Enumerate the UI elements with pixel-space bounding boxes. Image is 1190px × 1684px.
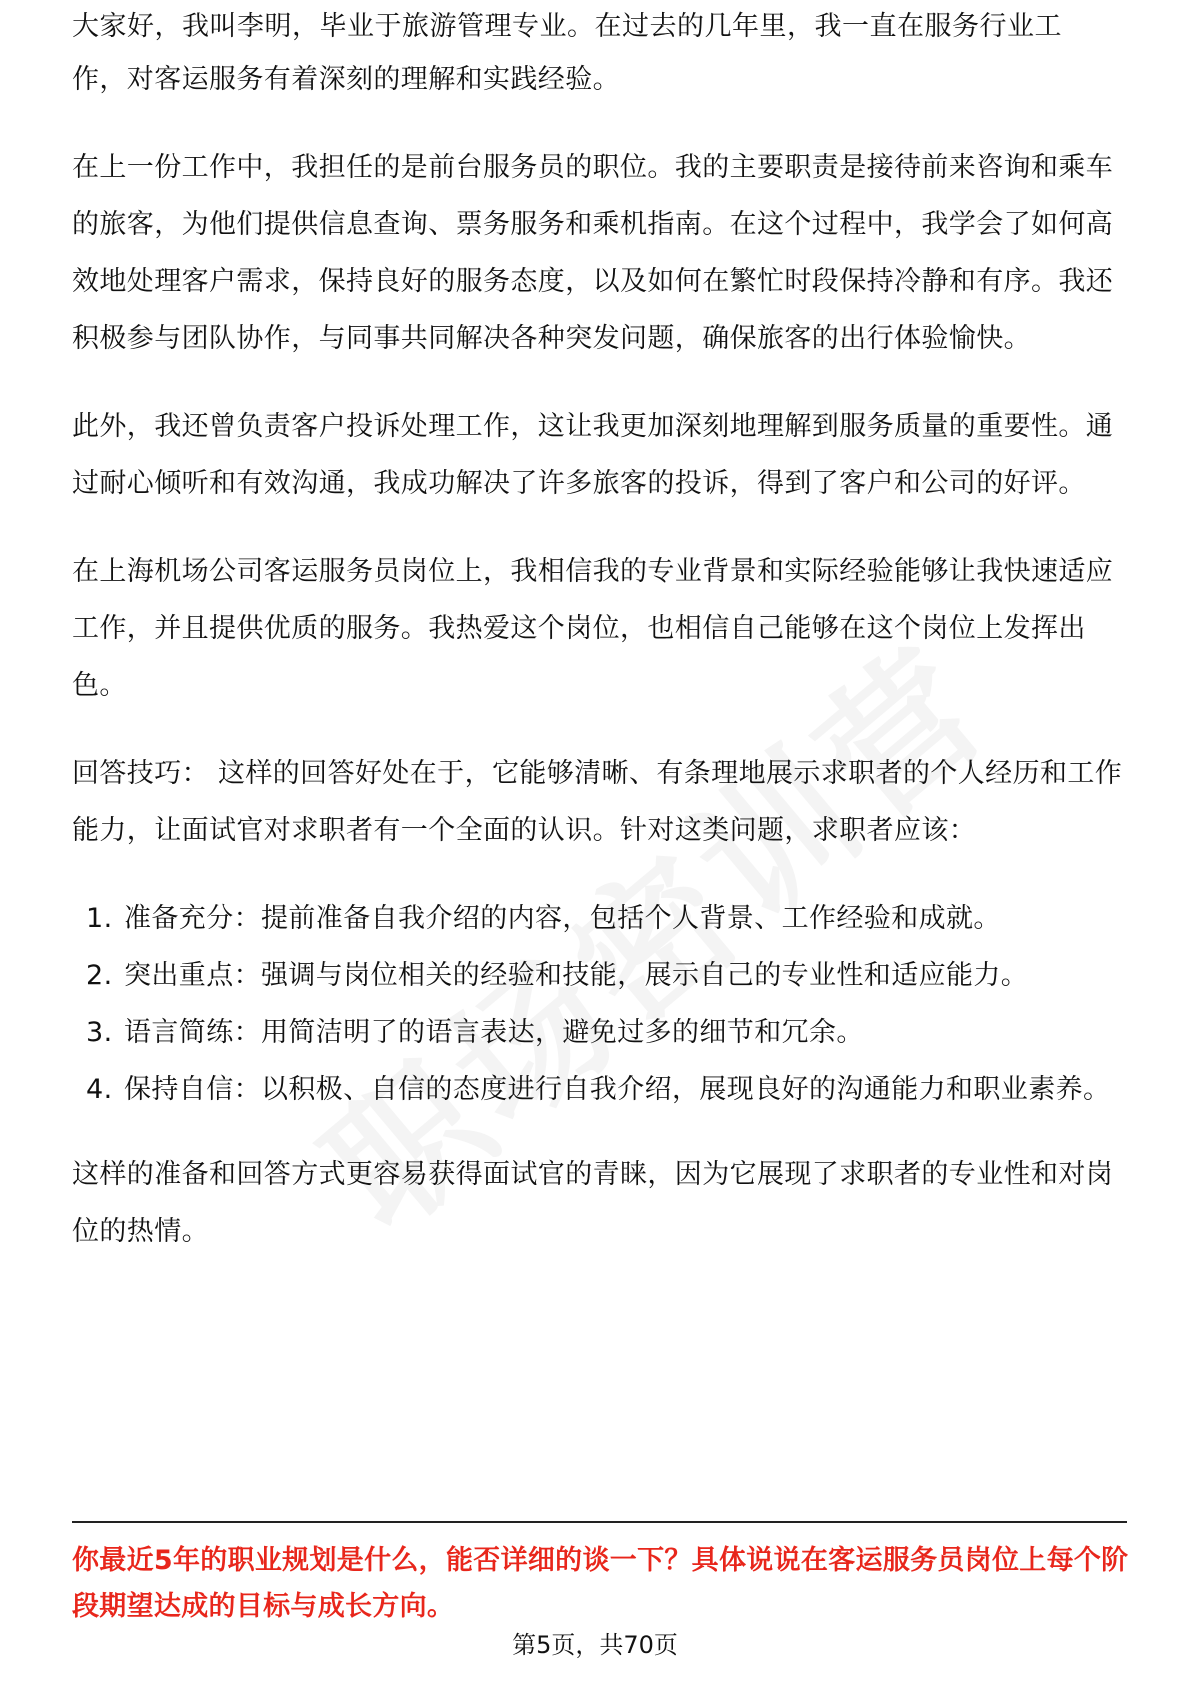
section-divider [72,1521,1127,1523]
list-number: 4. [86,1074,113,1105]
list-number: 3. [86,1017,113,1048]
paragraph-closing: 这样的准备和回答方式更容易获得面试官的青睐，因为它展现了求职者的专业性和对岗位的热情。 [72,1159,1114,1247]
next-question-heading: 你最近5年的职业规划是什么，能否详细的谈一下？具体说说在客运服务员岗位上每个阶段期望达成的目标与成长方向。 [72,1545,1129,1622]
list-item [72,890,1127,947]
list-item [72,1004,1127,1061]
paragraph-previous-job: 在上一份工作中，我担任的是前台服务员的职位。我的主要职责是接待前来咨询和乘车的旅客，为他们提供信息查询、票务服务和乘机指南。在这个过程中，我学会了如何高效地处理客户需求，保持良好的服务态度，以及如何在繁忙时段保持冷静和有序。我还积极参与团队协作，与同事共同解决各种突发问题，确保旅客的出行体验愉快。 [72,152,1114,354]
list-item-text: 突出重点：强调与岗位相关的经验和技能，展示自己的专业性和适应能力。 [124,960,1029,991]
list-item-text: 语言简练：用简洁明了的语言表达，避免过多的细节和冗余。 [124,1017,864,1048]
document-body [72,11,1127,1291]
page-number-footer: 第5页，共70页 [512,1631,678,1659]
list-item-text: 保持自信：以积极、自信的态度进行自我介绍，展现良好的沟通能力和职业素养。 [124,1074,1111,1105]
paragraph-fit-for-role: 在上海机场公司客运服务员岗位上，我相信我的专业背景和实际经验能够让我快速适应工作，并且提供优质的服务。我热爱这个岗位，也相信自己能够在这个岗位上发挥出色。 [72,556,1114,701]
list-number: 1. [86,903,113,934]
list-item [72,1061,1127,1118]
paragraph-complaints: 此外，我还曾负责客户投诉处理工作，这让我更加深刻地理解到服务质量的重要性。通过耐心倾听和有效沟通，我成功解决了许多旅客的投诉，得到了客户和公司的好评。 [72,411,1114,499]
tips-list [72,890,1127,1118]
list-item-text: 准备充分：提前准备自我介绍的内容，包括个人背景、工作经验和成就。 [124,903,1001,934]
list-number: 2. [86,960,113,991]
paragraph-intro-continued: 作，对客运服务有着深刻的理解和实践经验。 [72,64,620,95]
paragraph-answer-tips: 回答技巧： 这样的回答好处在于，它能够清晰、有条理地展示求职者的个人经历和工作能力，让面试官对求职者有一个全面的认识。针对这类问题，求职者应该： [72,758,1123,846]
list-item [72,947,1127,1004]
clipped-top-line: 大家好，我叫李明，毕业于旅游管理专业。在过去的几年里，我一直在服务行业工 [72,11,1062,42]
